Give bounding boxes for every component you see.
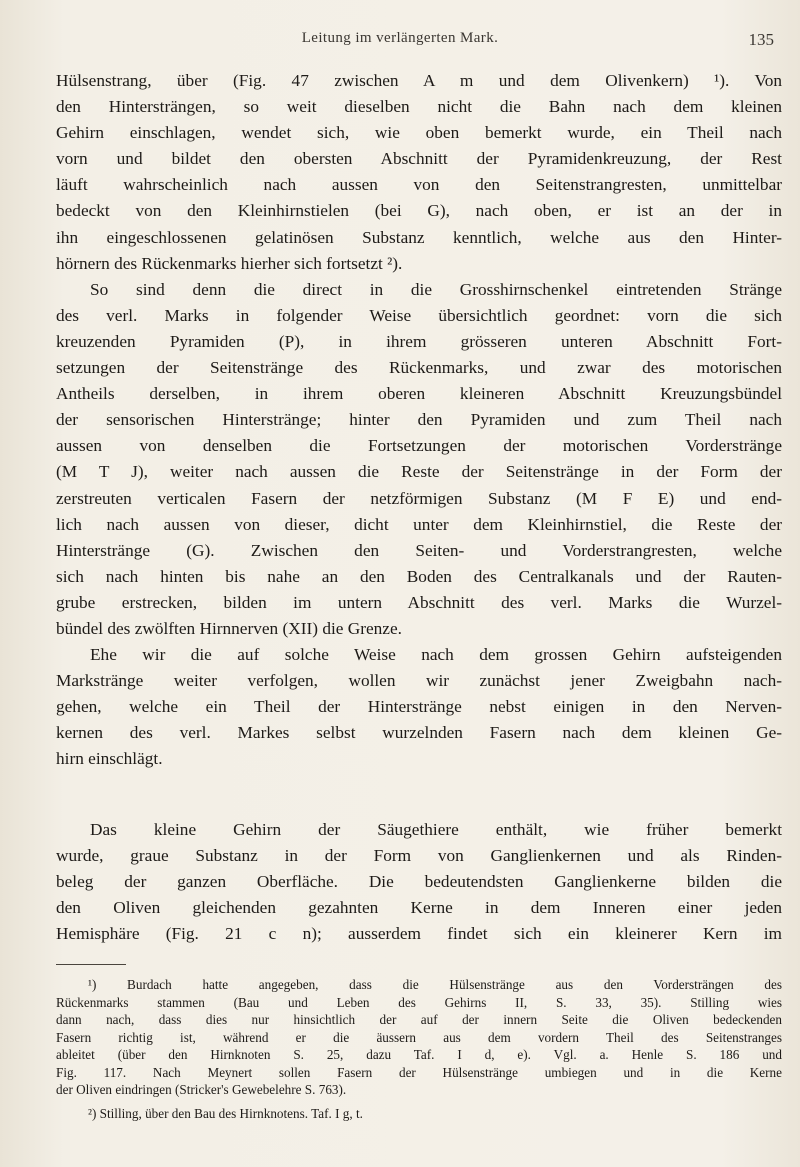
text-line: beleg der ganzen Oberfläche. Die bedeutendsten Ganglienkerne bilden die (56, 871, 782, 891)
footnote-line: Fig. 117. Nach Meynert sollen Fasern der Hülsenstränge umbiegen und in die Kerne (56, 1064, 782, 1080)
text-line: kreuzenden Pyramiden (P), in ihrem grösseren unteren Abschnitt Fort- (56, 331, 782, 351)
text-line: grube erstrecken, bilden im untern Abschnitt des verl. Marks die Wurzel- (56, 592, 782, 612)
text-line: lich nach aussen von dieser, dicht unter dem Kleinhirnstiel, die Reste der (56, 514, 782, 534)
text-line: den Hintersträngen, so weit dieselben nicht die Bahn nach dem kleinen (56, 97, 782, 117)
text-line: gehen, welche ein Theil der Hinterstränge nebst einigen in den Nerven- (56, 697, 782, 717)
text-line: den Oliven gleichenden gezahnten Kerne in dem Inneren einer jeden (56, 897, 782, 917)
text-line: bedeckt von den Kleinhirnstielen (bei G), nach oben, er ist an der in (56, 201, 782, 221)
text-line: (M T J), weiter nach aussen die Reste der Seitenstränge in der Form der (56, 462, 782, 482)
footnote-line: ableitet (über den Hirnknoten S. 25, dazu Taf. I d, e). Vgl. a. Henle S. 186 und (56, 1047, 782, 1062)
running-title: Leitung im verlängerten Mark. (301, 30, 499, 46)
footnote-divider (56, 964, 126, 965)
text-line: So sind denn die direct in die Grosshirnschenkel eintretenden Stränge (90, 279, 782, 299)
text-line: zerstreuten verticalen Fasern der netzförmigen Substanz (M F E) und end- (56, 488, 782, 508)
footnote-line: Rückenmarks stammen (Bau und Leben des Gehirns II, S. 33, 35). Stilling wies (56, 994, 782, 1010)
page-number: 135 (748, 30, 774, 49)
footnote-2 (56, 1105, 782, 1123)
main-text (56, 68, 782, 947)
text-line: Antheils derselben, in ihrem oberen kleineren Abschnitt Kreuzungsbündel (56, 384, 782, 404)
footnote-line: ²) Stilling, über den Bau des Hirnknotens. Taf. I g, t. (88, 1105, 363, 1121)
paragraph-1 (56, 68, 782, 277)
text-line: läuft wahrscheinlich nach aussen von den Seitenstrangresten, unmittelbar (56, 175, 782, 195)
text-line: Ehe wir die auf solche Weise nach dem grossen Gehirn aufsteigenden (90, 645, 782, 665)
paragraph-3 (56, 642, 782, 772)
text-line: setzungen der Seitenstränge des Rückenmarks, und zwar des motorischen (56, 358, 782, 378)
text-line: Markstränge weiter verfolgen, wollen wir zunächst jener Zweigbahn nach- (56, 671, 782, 691)
footnote-line: der Oliven eindringen (Stricker's Gewebelehre S. 763). (56, 1082, 347, 1097)
text-line: ihn eingeschlossenen gelatinösen Substanz kenntlich, welche aus den Hinter- (56, 227, 782, 247)
text-line: Hinterstränge (G). Zwischen den Seiten- und Vorderstrangresten, welche (56, 540, 782, 560)
footnotes (56, 976, 782, 1122)
page-header (0, 30, 800, 56)
text-line: wurde, graue Substanz in der Form von Ganglienkernen und als Rinden- (56, 845, 782, 865)
text-line: hörnern des Rückenmarks hierher sich fortsetzt ²). (56, 253, 403, 273)
text-line: sich nach hinten bis nahe an den Boden des Centralkanals und der Rauten- (56, 566, 782, 586)
text-line: kernen des verl. Markes selbst wurzelnden Fasern nach dem kleinen Ge- (56, 723, 782, 743)
text-line: vorn und bildet den obersten Abschnitt der Pyramidenkreuzung, der Rest (56, 149, 782, 169)
paragraph-2 (56, 277, 782, 642)
text-line: Das kleine Gehirn der Säugethiere enthält, wie früher bemerkt (90, 819, 782, 839)
text-line: aussen von denselben die Fortsetzungen der motorischen Vorderstränge (56, 436, 782, 456)
footnote-line: dann nach, dass dies nur hinsichtlich der auf der innern Seite die Oliven bedeckenden (56, 1012, 782, 1027)
text-line: Hülsenstrang, über (Fig. 47 zwischen A m und dem Olivenkern) ¹). Von (56, 71, 782, 90)
footnote-line: Fasern richtig ist, während er die äussern aus dem vordern Theil des Seitenstranges (56, 1029, 782, 1045)
text-line: Gehirn einschlagen, wendet sich, wie oben bemerkt wurde, ein Theil nach (56, 123, 782, 143)
footnote-1 (56, 976, 782, 1099)
section-gap (56, 773, 782, 817)
footnote-line: ¹) Burdach hatte angegeben, dass die Hülsenstränge aus den Vordersträngen des (88, 977, 782, 992)
text-line: hirn einschlägt. (56, 749, 163, 769)
text-line: Hemisphäre (Fig. 21 c n); ausserdem findet sich ein kleinerer Kern im (56, 923, 782, 943)
text-line: der sensorischen Hinterstränge; hinter den Pyramiden und zum Theil nach (56, 410, 782, 430)
paragraph-4 (56, 817, 782, 947)
text-line: des verl. Marks in folgender Weise übersichtlich geordnet: vorn die sich (56, 305, 782, 325)
text-line: bündel des zwölften Hirnnerven (XII) die Grenze. (56, 618, 402, 638)
